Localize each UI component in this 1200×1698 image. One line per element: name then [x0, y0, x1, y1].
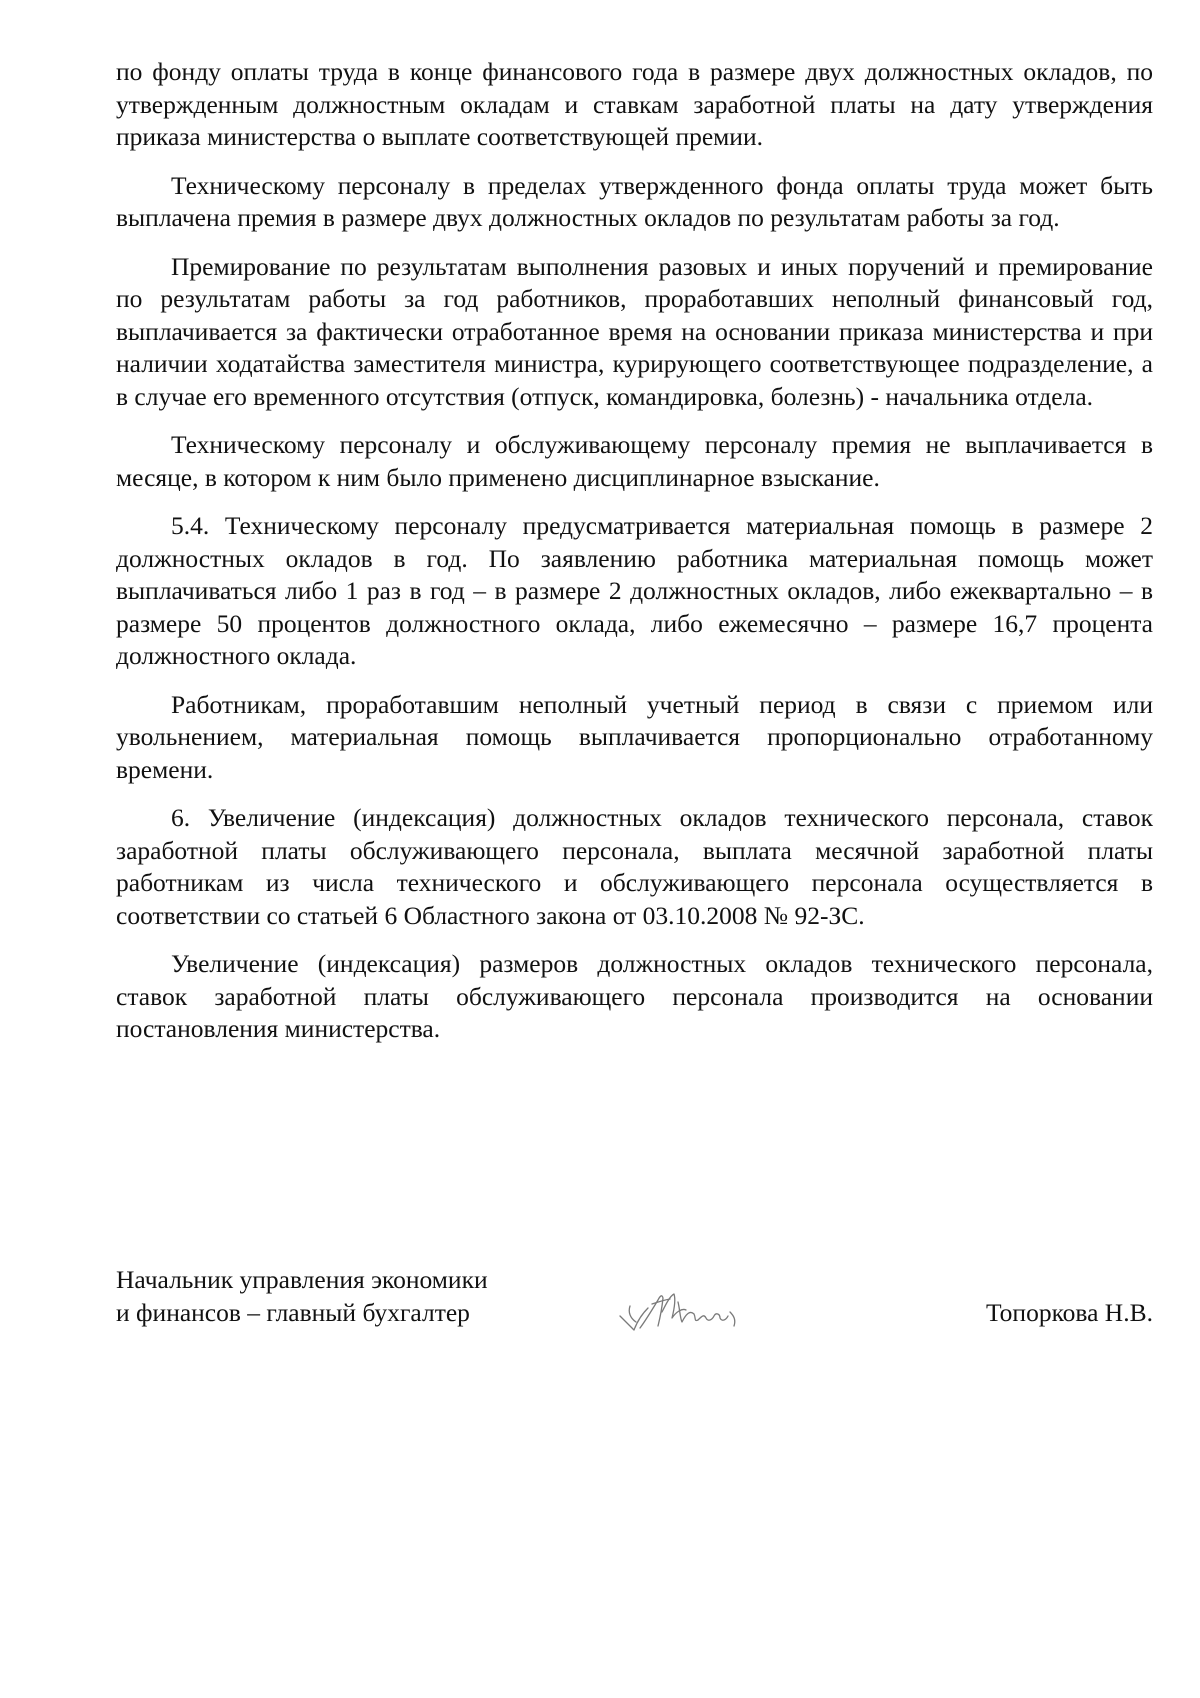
paragraph-2: Техническому персоналу в пределах утвержденного фонда оплаты труда может быть выплачена премия в размере двух должностных окладов по результатам работы за год.: [116, 170, 1153, 232]
signatory-title-line-2: и финансов – главный бухгалтер: [116, 1297, 470, 1327]
handwritten-signature-icon: [616, 1282, 766, 1344]
signature-block: [116, 1264, 1153, 1344]
paragraph-7: 6. Увеличение (индексация) должностных окладов технического персонала, ставок заработной платы обслуживающего персонала, выплата месячной заработной платы работникам из числа технического и обслуживающего персонала осуществляется в соответствии со статьей 6 Областного закона от 03.10.2008 № 92-ЗС.: [116, 803, 1153, 930]
document-body: [116, 56, 1153, 1062]
paragraph-5: 5.4. Техническому персоналу предусматривается материальная помощь в размере 2 должностных окладов в год. По заявлению работника материальная помощь может выплачиваться либо 1 раз в год – в размере 2 должностных окладов, либо ежеквартально – в размере 50 процентов должностного оклада, либо ежемесячно – размере 16,7 процента должностного оклада.: [116, 511, 1153, 670]
signatory-title-line-1: Начальник управления экономики: [116, 1265, 488, 1294]
paragraph-6: Работникам, проработавшим неполный учетный период в связи с приемом или увольнением, материальная помощь выплачивается пропорционально отработанному времени.: [116, 689, 1153, 784]
paragraph-8: Увеличение (индексация) размеров должностных окладов технического персонала, ставок заработной платы обслуживающего персонала производится на основании постановления министерства.: [116, 949, 1153, 1043]
paragraph-4: Техническому персоналу и обслуживающему персоналу премия не выплачивается в месяце, в котором к ним было применено дисциплинарное взыскание.: [116, 430, 1153, 492]
paragraph-3: Премирование по результатам выполнения разовых и иных поручений и премирование по результатам работы за год работников, проработавших неполный финансовый год, выплачивается за фактически отработанное время на основании приказа министерства и при наличии ходатайства заместителя министра, курирующего соответствующее подразделение, а в случае его временного отсутствия (отпуск, командировка, болезнь) - начальника отдела.: [116, 251, 1153, 411]
signatory-title: [116, 1264, 488, 1329]
paragraph-1: по фонду оплаты труда в конце финансового года в размере двух должностных окладов, по утвержденным должностным окладам и ставкам заработной платы на дату утверждения приказа министерства о выплате соответствующей премии.: [116, 57, 1153, 151]
signatory-name: Топоркова Н.В.: [986, 1297, 1153, 1327]
